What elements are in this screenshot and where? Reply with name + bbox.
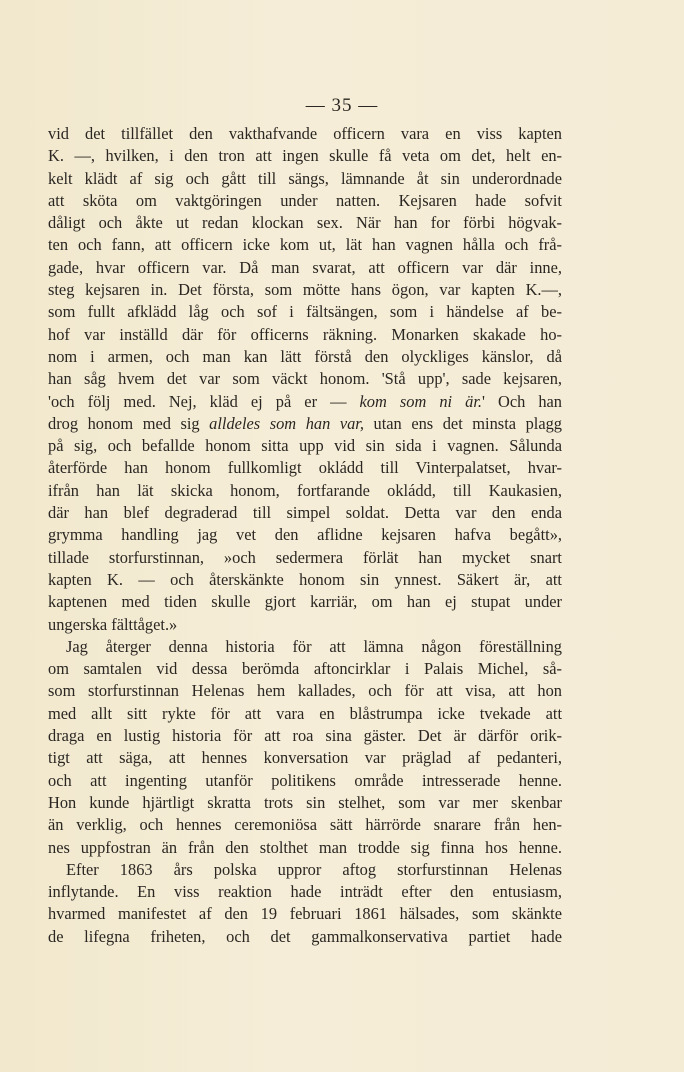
text-line: Hon kunde hjärtligt skratta trots sin stelhet, som var mer skenbar (48, 792, 562, 812)
text-line: där han blef degraderad till simpel soldat. Detta var den enda (48, 503, 562, 523)
text-line: ten och fann, att officern icke kom ut, lät han vagnen hålla och frå- (48, 235, 562, 255)
text-line: nes uppfostran än från den stolthet man trodde sig finna hos henne. (48, 837, 562, 857)
text-line: grymma handling jag vet den aflidne kejsaren hafva begått», (48, 525, 562, 545)
text-line-italic-mixed (48, 413, 562, 435)
text-line: som storfurstinnan Helenas hem kallades, och för att visa, att hon (48, 681, 562, 701)
text-line: steg kejsaren in. Det första, som mötte hans ögon, var kapten K.—, (48, 280, 562, 300)
text-line: Jag återger denna historia för att lämna någon föreställning (66, 636, 562, 656)
italic-run: kom som ni är. (359, 391, 482, 411)
text-line: som fullt afklädd låg och sof i fältsängen, som i händelse af be- (48, 302, 562, 322)
text-run: drog honom med sig (48, 413, 210, 433)
text-line: han såg hvem det var som väckt honom. 'Stå upp', sade kejsaren, (48, 369, 562, 389)
text-line: om samtalen vid dessa berömda aftoncirklar i Palais Michel, så- (48, 659, 562, 679)
text-line: kaptenen med tiden skulle gjort karriär, om han ej stupat under (48, 592, 562, 612)
text-line: gade, hvar officern var. Då man svarat, att officern var där inne, (48, 257, 562, 277)
text-line: kapten K. — och återskänkte honom sin ynnest. Säkert är, att (48, 569, 562, 589)
text-line: Efter 1863 års polska uppror aftog storfurstinnan Helenas (66, 859, 562, 879)
text-line: återförde han honom fullkomligt okládd till Vinterpalatset, hvar- (48, 458, 562, 478)
text-line: med allt sitt rykte för att vara en blåstrumpa icke tvekade att (48, 703, 562, 723)
text-line: än verklig, och hennes ceremoniösa sätt härrörde snarare från hen- (48, 815, 562, 835)
text-run: utan ens det minsta plagg (363, 413, 562, 433)
page-number: — 35 — (305, 95, 379, 116)
text-line: ungerska fälttåget.» (48, 614, 178, 634)
text-line: nom i armen, och man kan lätt förstå den olyckliges känslor, då (48, 346, 562, 366)
text-line: vid det tillfället den vakthafvande officern vara en viss kapten (48, 124, 562, 143)
italic-run: alldeles som han var, (209, 413, 364, 433)
text-line: de lifegna friheten, och det gammalkonservativa partiet hade (48, 926, 562, 946)
text-line: inflytande. En viss reaktion hade inträdt efter den entusiasm, (48, 882, 562, 902)
text-run: ' Och han (481, 391, 562, 411)
text-run: 'och följ med. Nej, kläd ej på er — (48, 391, 360, 411)
text-line: kelt klädt af sig och gått till sängs, lämnande åt sin underordnade (48, 168, 562, 188)
text-line: draga en lustig historia för att roa sina gäster. Det är därför orik- (48, 726, 562, 746)
text-line-italic-mixed (48, 391, 562, 413)
text-line: K. —, hvilken, i den tron att ingen skulle få veta om det, helt en- (48, 146, 562, 166)
text-line: och att ingenting utanför politikens område intresserade henne. (48, 770, 562, 790)
text-line: hof var inställd där för officerns räkning. Monarken skakade ho- (48, 324, 562, 344)
text-line: att sköta om vaktgöringen under natten. Kejsaren hade sofvit (48, 190, 562, 210)
text-line: hvarmed manifestet af den 19 februari 1861 hälsades, som skänkte (48, 904, 562, 924)
text-line: på sig, och befallde honom sitta upp vid sin sida i vagnen. Sålunda (48, 436, 562, 456)
page-body-text (48, 123, 562, 948)
text-line: tigt att säga, att hennes konversation var präglad af pedanteri, (48, 748, 562, 768)
text-line: tillade storfurstinnan, »och sedermera förlät han mycket snart (48, 547, 562, 567)
text-line: ifrån han lät skicka honom, fortfarande okládd, till Kaukasien, (48, 480, 562, 500)
text-line: dåligt och åkte ut redan klockan sex. När han for förbi högvak- (48, 213, 562, 233)
